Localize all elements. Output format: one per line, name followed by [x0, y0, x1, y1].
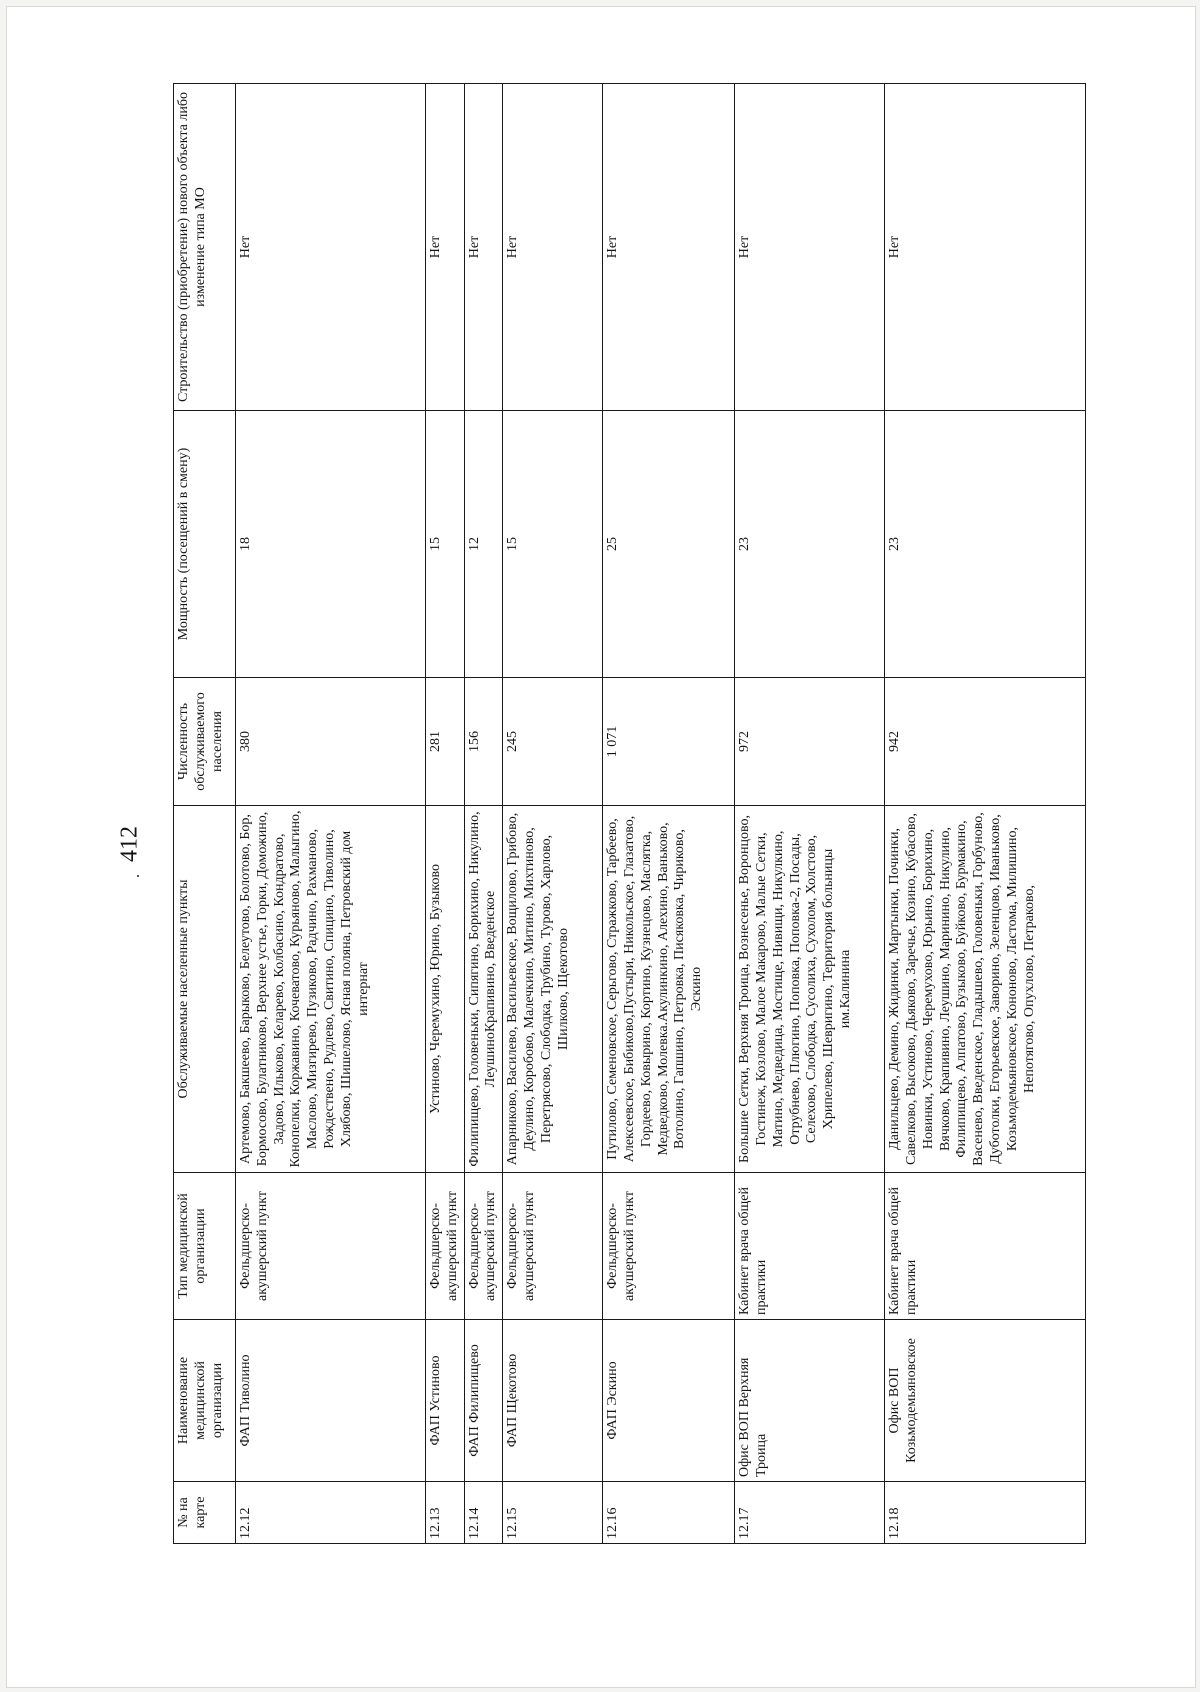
header-map-number: № на карте [174, 1482, 236, 1544]
cell-construction: Нет [603, 84, 735, 411]
cell-map-number: 12.15 [503, 1482, 603, 1544]
cell-org-type: Кабинет врача общей практики [885, 1173, 1086, 1320]
cell-population: 156 [464, 678, 503, 806]
scan-artifact-dot [137, 875, 139, 877]
header-org-type: Тип медицинской организации [174, 1173, 236, 1320]
cell-settlements: Артемово, Бакшеево, Барыково, Белеутово, Болотово, Бор, Бормосово, Булатниково, Верхнее устье, Горки, Доможино, Задово, Ильково, Келарево, Колбасино, Кондратово, Конопелки, Коржавино, Кочеватово, Курьяново, Малыгино, Маслово, Мизгирево, Пузиково, Радчино, Рахманово, Рождествено, Рудлево, Свитино, Спицино, Тиволино, Хлябово, Шишелово, Ясная поляна, Петровский дом интернат [236, 806, 426, 1173]
cell-org-name: ФАП Тиволино [236, 1320, 426, 1482]
table-row [426, 84, 465, 1544]
cell-settlements: Данильцево, Демино, Жидинки, Мартынки, Починки, Савелково, Высоково, Дьяково, Заречье, Козино, Кубасово, Новинки, Устиново, Черемухово, Юрьино, Борихино, Вячково, Крапивино, Леушино, Маринино, Никулино, Филипищево, Алпатово, Бузыково, Буйково, Бурмакино, Васенево, Введенское, Гладышево, Головеньки, Горбуново, Дуботолки, Егорьевское, Заворино, Зеленцово, Иваньково, Козьмодемьяновское, Кононово, Ластома, Милишино, Непотягово, Опухлово, Петраково, [885, 806, 1086, 1173]
table-row [464, 84, 503, 1544]
page-number: 412 [116, 826, 143, 862]
cell-org-name: ФАП Эскино [603, 1320, 735, 1482]
table-body [236, 84, 1086, 1544]
cell-construction: Нет [426, 84, 465, 411]
cell-org-name: ФАП Устиново [426, 1320, 465, 1482]
cell-org-type: Фельдшерско-акушерский пункт [236, 1173, 426, 1320]
cell-org-name: Офис ВОП Верхняя Троица [735, 1320, 885, 1482]
cell-map-number: 12.12 [236, 1482, 426, 1544]
header-row [174, 84, 236, 1544]
cell-capacity: 18 [236, 411, 426, 678]
table-row [503, 84, 603, 1544]
cell-capacity: 23 [735, 411, 885, 678]
cell-org-type: Кабинет врача общей практики [735, 1173, 885, 1320]
cell-settlements: Путилово, Семеновское, Серьгово, Стражково, Тарбеево, Алексеевское, Бибиково,Пустыри, Никольское, Глазатово, Гордеево, Ковырино, Кортино, Кузнецово, Маслятка, Медведково, Молевка.Акулинкино, Алехино, Ваньково, Вотолино, Гапшино, Петровка, Писяковка, Чириково, Эскино [603, 806, 735, 1173]
cell-map-number: 12.14 [464, 1482, 503, 1544]
cell-org-name: ФАП Щекотово [503, 1320, 603, 1482]
cell-construction: Нет [503, 84, 603, 411]
cell-org-type: Фельдшерско-акушерский пункт [464, 1173, 503, 1320]
header-org-name: Наименование медицинской организации [174, 1320, 236, 1482]
cell-population: 281 [426, 678, 465, 806]
cell-map-number: 12.16 [603, 1482, 735, 1544]
header-construction: Строительство (приобретение) нового объекта либо изменение типа МО [174, 84, 236, 411]
cell-population: 972 [735, 678, 885, 806]
cell-capacity: 12 [464, 411, 503, 678]
cell-org-type: Фельдшерско-акушерский пункт [603, 1173, 735, 1320]
cell-construction: Нет [464, 84, 503, 411]
cell-settlements: Большие Сетки, Верхняя Троица, Вознесенье, Воронцово, Гостинеж, Козлово, Малое Макарово, Малые Сетки, Матино, Медведица, Мостище, Нивищи, Никулкино, Отрубнево, Плюгино, Поповка, Поповка-2, Посады, Селехово, Слободка, Сусолиха, Сухолом, Холстово, Хрипелево, Шевригино, Территория больницы им.Калинина [735, 806, 885, 1173]
cell-capacity: 23 [885, 411, 1086, 678]
cell-map-number: 12.17 [735, 1482, 885, 1544]
cell-capacity: 25 [603, 411, 735, 678]
cell-population: 245 [503, 678, 603, 806]
cell-construction: Нет [735, 84, 885, 411]
table-row [735, 84, 885, 1544]
cell-org-name: ФАП Филипищево [464, 1320, 503, 1482]
cell-org-type: Фельдшерско-акушерский пункт [426, 1173, 465, 1320]
cell-settlements: Устиново, Черемухино, Юрино, Бузыково [426, 806, 465, 1173]
cell-org-name: Офис ВОП Козьмодемьяновское [885, 1320, 1086, 1482]
cell-org-type: Фельдшерско-акушерский пункт [503, 1173, 603, 1320]
header-population: Численность обслуживаемого населения [174, 678, 236, 806]
header-settlements: Обслуживаемые населенные пункты [174, 806, 236, 1173]
table-row [236, 84, 426, 1544]
header-capacity: Мощность (посещений в смену) [174, 411, 236, 678]
cell-capacity: 15 [503, 411, 603, 678]
cell-map-number: 12.18 [885, 1482, 1086, 1544]
cell-population: 1 071 [603, 678, 735, 806]
table-header [174, 84, 236, 1544]
cell-construction: Нет [885, 84, 1086, 411]
cell-settlements: Апарниково, Василево, Васильевское, Вощилово, Грибово, Деулино, Коробово, Малечкино, Митино, Михтиново, Перетрясово, Слободка, Трубино, Турово, Харлово, Шилково, Щекотово [503, 806, 603, 1173]
table-row [603, 84, 735, 1544]
cell-construction: Нет [236, 84, 426, 411]
cell-population: 380 [236, 678, 426, 806]
medical-organizations-table [173, 83, 1086, 1544]
rotated-table-wrapper [173, 84, 1084, 1544]
cell-map-number: 12.13 [426, 1482, 465, 1544]
table-row [885, 84, 1086, 1544]
cell-settlements: Филипищево, Головеньки, Сипягино, Борихино, Никулино, ЛеушиноКрапивино, Введенское [464, 806, 503, 1173]
cell-capacity: 15 [426, 411, 465, 678]
cell-population: 942 [885, 678, 1086, 806]
